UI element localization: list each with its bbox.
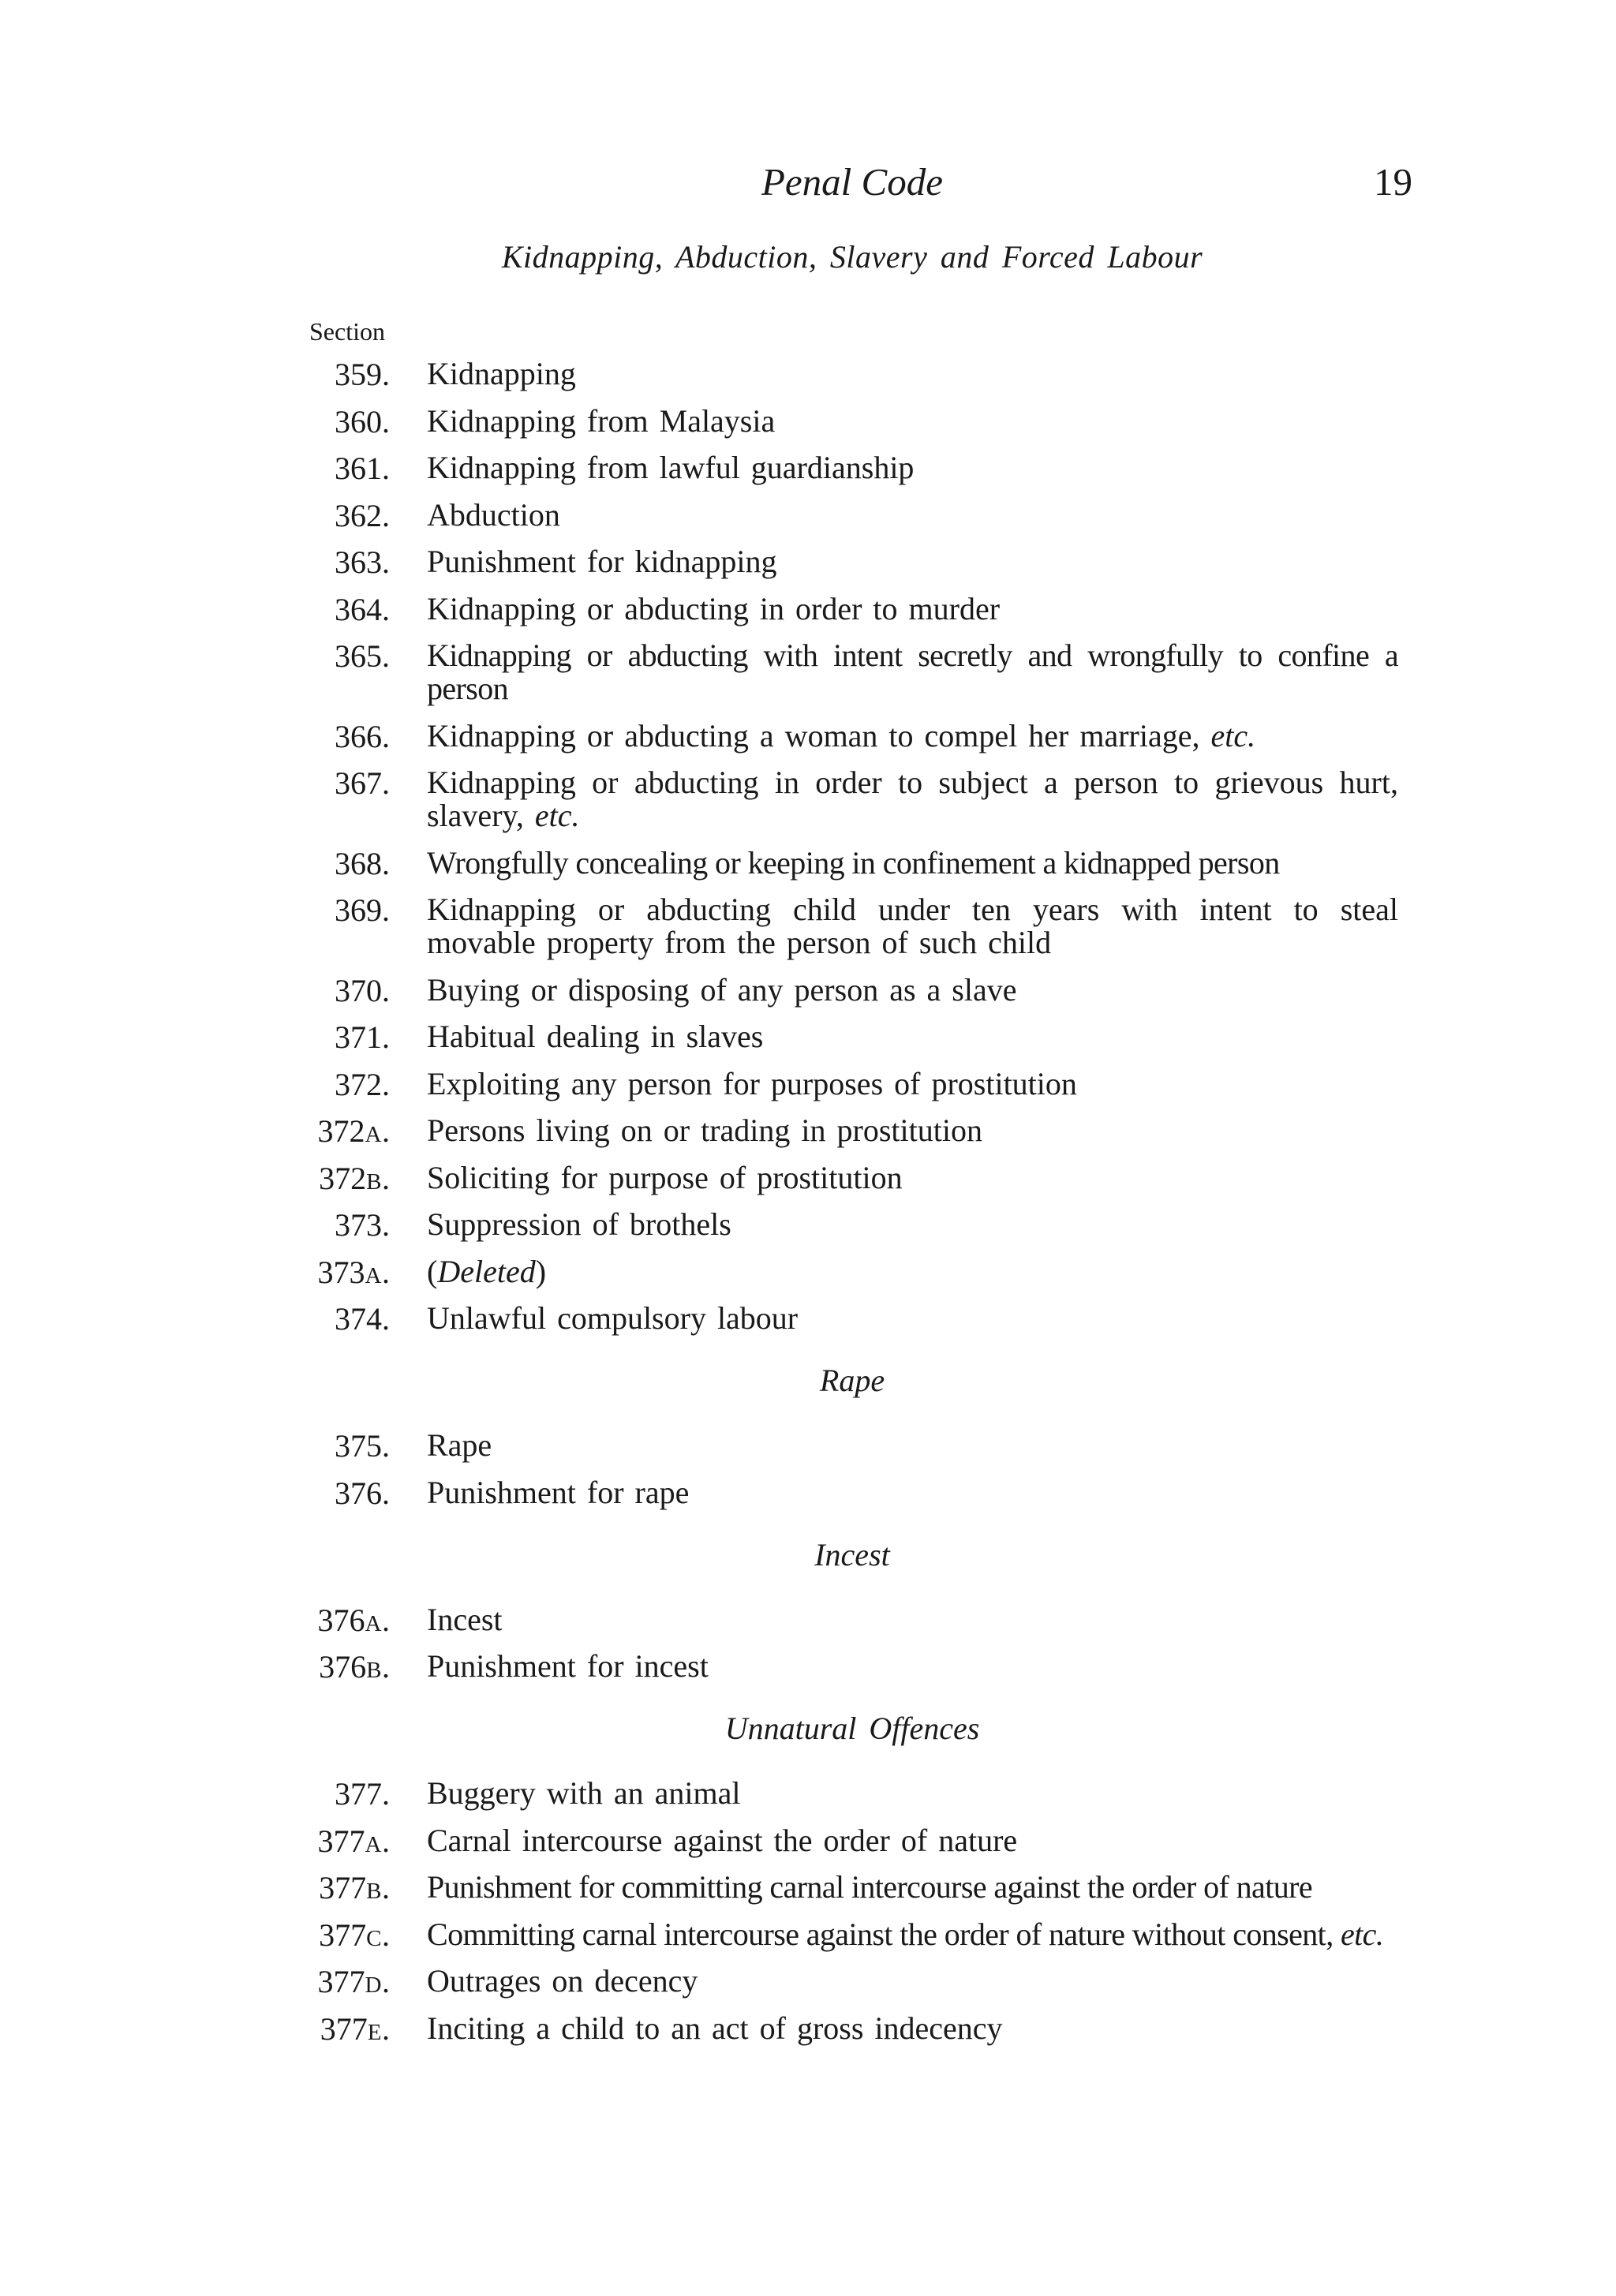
section-number: 377B.: [319, 1870, 390, 1905]
section-number: 363.: [335, 544, 390, 580]
section-entry: [0, 541, 1616, 583]
section-number: 368.: [335, 845, 390, 881]
section-entry: [0, 1599, 1616, 1641]
section-title: Outrages on decency: [427, 1963, 698, 1999]
section-entry: [0, 1472, 1616, 1514]
section-title: Soliciting for purpose of prostitution: [427, 1159, 903, 1195]
section-number: 367.: [335, 765, 390, 801]
section-title: Persons living on or trading in prostitution: [427, 1112, 982, 1148]
running-title: Penal Code: [761, 160, 943, 204]
section-number: 376B.: [319, 1649, 390, 1685]
section-number: 377D.: [317, 1964, 390, 1999]
group-heading: Incest: [814, 1536, 890, 1572]
section-entry: [0, 843, 1616, 884]
section-number: 366.: [335, 718, 390, 754]
section-title: Kidnapping or abducting with intent secretly and wrongfully to confine a person: [427, 638, 1398, 706]
section-number: 365.: [335, 638, 390, 674]
section-entry: [0, 1110, 1616, 1152]
section-entry: [0, 353, 1616, 395]
section-title: Rape: [427, 1427, 492, 1463]
section-entry: [0, 1064, 1616, 1105]
section-entry: [0, 762, 1616, 837]
section-entry: [0, 1298, 1616, 1340]
section-number: 362.: [335, 497, 390, 533]
section-number: 364.: [335, 591, 390, 627]
section-number: 370.: [335, 972, 390, 1008]
section-entry: [0, 401, 1616, 443]
section-entry: [0, 1961, 1616, 2002]
section-title: Punishment for committing carnal intercourse against the order of nature: [427, 1869, 1312, 1905]
section-number: 377C.: [319, 1916, 390, 1953]
section-title: Inciting a child to an act of gross indecency: [427, 2010, 1003, 2046]
section-entry: [0, 447, 1616, 489]
section-entry: [0, 970, 1616, 1012]
section-entry: [0, 1914, 1616, 1956]
section-entry: [0, 716, 1616, 757]
section-number: 360.: [335, 403, 390, 439]
section-entry: [0, 1820, 1616, 1862]
section-title: Kidnapping or abducting a woman to compel her marriage, etc.: [427, 717, 1256, 753]
section-number: 369.: [335, 892, 390, 928]
group-heading: Unnatural Offences: [724, 1711, 980, 1746]
section-number: 361.: [335, 451, 390, 486]
section-entry: [0, 635, 1616, 710]
section-entry: [0, 1251, 1616, 1293]
section-number: 377E.: [320, 2010, 390, 2047]
section-title: Kidnapping or abducting in order to murder: [427, 590, 1001, 626]
running-head: [0, 155, 1616, 210]
group-heading: Rape: [819, 1363, 885, 1398]
section-entry: [0, 1646, 1616, 1688]
section-title: Unlawful compulsory labour: [427, 1300, 799, 1336]
section-number: 371.: [335, 1019, 390, 1055]
page-number: 19: [1374, 160, 1412, 204]
section-title: Carnal intercourse against the order of nature: [427, 1822, 1018, 1858]
section-number: 373.: [335, 1207, 390, 1243]
section-entry: [0, 1773, 1616, 1815]
section-title: Kidnapping from Malaysia: [427, 402, 776, 439]
section-entry: [0, 1867, 1616, 1909]
section-number: 377.: [335, 1776, 390, 1812]
chapter-heading: Kidnapping, Abduction, Slavery and Forced Labour: [501, 239, 1203, 275]
section-title: Wrongfully concealing or keeping in confinement a kidnapped person: [427, 844, 1280, 881]
section-title: Kidnapping: [427, 356, 576, 391]
section-title: (Deleted): [427, 1253, 547, 1289]
section-title: Committing carnal intercourse against the order of nature without consent, etc.: [427, 1916, 1384, 1952]
section-number: 373A.: [317, 1254, 390, 1290]
section-entry: [0, 1016, 1616, 1058]
section-title: Punishment for rape: [427, 1474, 690, 1510]
section-title: Kidnapping or abducting child under ten years with intent to steal movable property from the person of such child: [427, 892, 1398, 960]
section-number: 375.: [335, 1428, 390, 1464]
section-entry: [0, 889, 1616, 964]
section-number: 372B.: [319, 1160, 390, 1196]
section-number: 376A.: [317, 1602, 390, 1638]
section-title: Habitual dealing in slaves: [427, 1019, 764, 1054]
section-number: 376.: [335, 1475, 390, 1511]
section-entry: [0, 2008, 1616, 2050]
section-number: 372.: [335, 1066, 390, 1102]
section-number: 374.: [335, 1301, 390, 1337]
section-title: Exploiting any person for purposes of prostitution: [427, 1065, 1077, 1101]
section-title: Abduction: [427, 496, 560, 533]
section-title: Kidnapping from lawful guardianship: [427, 450, 915, 485]
section-title: Buggery with an animal: [427, 1775, 741, 1811]
section-title: Incest: [427, 1601, 503, 1637]
section-entry: [0, 1157, 1616, 1199]
section-title: Kidnapping or abducting in order to subject a person to grievous hurt, slavery, etc.: [427, 765, 1398, 833]
section-entry: [0, 1204, 1616, 1246]
section-label: Section: [309, 317, 385, 346]
section-number: 359.: [335, 357, 390, 392]
section-title: Punishment for kidnapping: [427, 544, 777, 579]
section-title: Punishment for incest: [427, 1648, 709, 1684]
section-entry: [0, 495, 1616, 537]
section-number: 377A.: [317, 1823, 390, 1859]
section-entry: [0, 1425, 1616, 1467]
section-title: Suppression of brothels: [427, 1206, 731, 1242]
section-entry: [0, 589, 1616, 630]
section-title: Buying or disposing of any person as a slave: [427, 971, 1017, 1008]
section-number: 372A.: [317, 1113, 390, 1149]
table-of-contents: [0, 353, 1616, 2055]
